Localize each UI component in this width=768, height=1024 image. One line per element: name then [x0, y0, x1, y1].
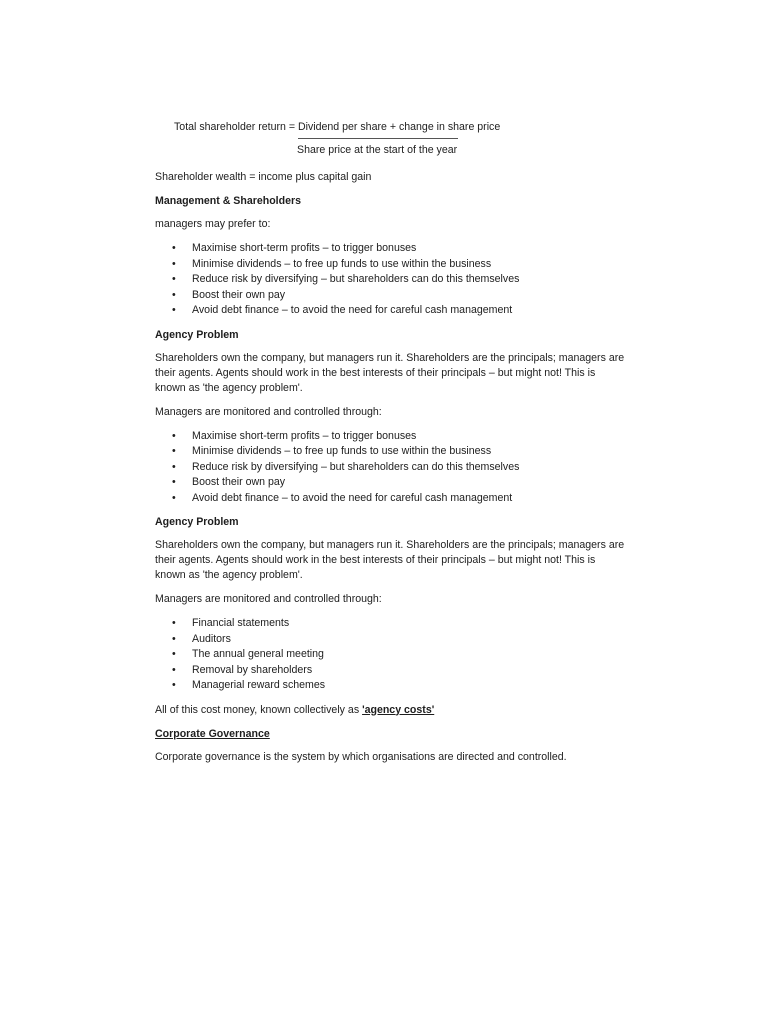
shareholder-return-formula: [155, 116, 625, 166]
bullet-icon: •: [172, 445, 176, 457]
agency-costs-prefix: All of this cost money, known collectively as: [155, 703, 363, 716]
bullet-icon: •: [172, 491, 176, 504]
list-item: • Minimise dividends – to free up funds to use within the business: [172, 257, 492, 270]
list-item: • Financial statements: [172, 617, 290, 629]
bullet-icon: •: [172, 476, 176, 488]
section2-bullet-list: [155, 429, 625, 507]
list-item: • Maximise short-term profits – to trigger bonuses: [172, 429, 417, 442]
bullet-icon: •: [172, 648, 176, 660]
bullet-icon: •: [172, 663, 176, 676]
list-item: • Avoid debt finance – to avoid the need for careful cash management: [172, 491, 513, 504]
bullet-icon: •: [172, 304, 176, 316]
corporate-governance-paragraph: Corporate governance is the system by which organisations are directed and controlled.: [155, 750, 567, 763]
formula-denominator: Share price at the start of the year: [297, 144, 458, 156]
agency-problem-paragraph-2: Shareholders own the company, but managers run it. Shareholders are the principals; managers are their agents. Agents should work in the best interests of their principals – but might not! This is known as 'the agency problem'.: [155, 539, 625, 581]
bullet-icon: •: [172, 632, 176, 645]
section1-bullet-list: [155, 241, 625, 319]
section3-bullet-list: [155, 616, 625, 694]
list-item: • Reduce risk by diversifying – but shareholders can do this themselves: [172, 273, 520, 285]
bullet-icon: •: [172, 460, 176, 473]
agency-costs-sentence: [155, 703, 625, 718]
formula-fraction-line: [298, 138, 458, 139]
list-item: • Avoid debt finance – to avoid the need for careful cash management: [172, 304, 513, 316]
list-item: • Boost their own pay: [172, 288, 286, 301]
bullet-icon: •: [172, 617, 176, 629]
list-item: • Maximise short-term profits – to trigger bonuses: [172, 242, 417, 254]
section2-intro: Managers are monitored and controlled through:: [155, 405, 382, 418]
list-item: • Boost their own pay: [172, 476, 286, 488]
list-item: • Minimise dividends – to free up funds to use within the business: [172, 445, 492, 457]
list-item: • Reduce risk by diversifying – but shareholders can do this themselves: [172, 460, 520, 473]
section3-intro: Managers are monitored and controlled through:: [155, 593, 382, 605]
bullet-icon: •: [172, 429, 176, 442]
list-item: • Auditors: [172, 632, 231, 645]
section-heading-corporate-governance: Corporate Governance: [155, 727, 270, 740]
bullet-icon: •: [172, 679, 176, 691]
bullet-icon: •: [172, 242, 176, 254]
wealth-definition: Shareholder wealth = income plus capital gain: [155, 171, 372, 183]
section-heading-agency-problem-2: Agency Problem: [155, 516, 239, 528]
section1-intro: managers may prefer to:: [155, 218, 271, 230]
section-heading-management-shareholders: Management & Shareholders: [155, 195, 301, 207]
list-item: • The annual general meeting: [172, 648, 324, 660]
list-item: • Managerial reward schemes: [172, 679, 326, 691]
list-item: • Removal by shareholders: [172, 663, 313, 676]
bullet-icon: •: [172, 257, 176, 270]
bullet-icon: •: [172, 288, 176, 301]
formula-numerator: Total shareholder return = Dividend per share + change in share price: [174, 121, 501, 133]
agency-problem-paragraph: Shareholders own the company, but managers run it. Shareholders are the principals; managers are their agents. Agents should work in the best interests of their principals – but might not! This is known as 'the agency problem'.: [155, 351, 625, 394]
document-page: [155, 116, 625, 774]
section-heading-agency-problem: Agency Problem: [155, 328, 239, 341]
bullet-icon: •: [172, 273, 176, 285]
agency-costs-term: 'agency costs': [362, 703, 435, 716]
